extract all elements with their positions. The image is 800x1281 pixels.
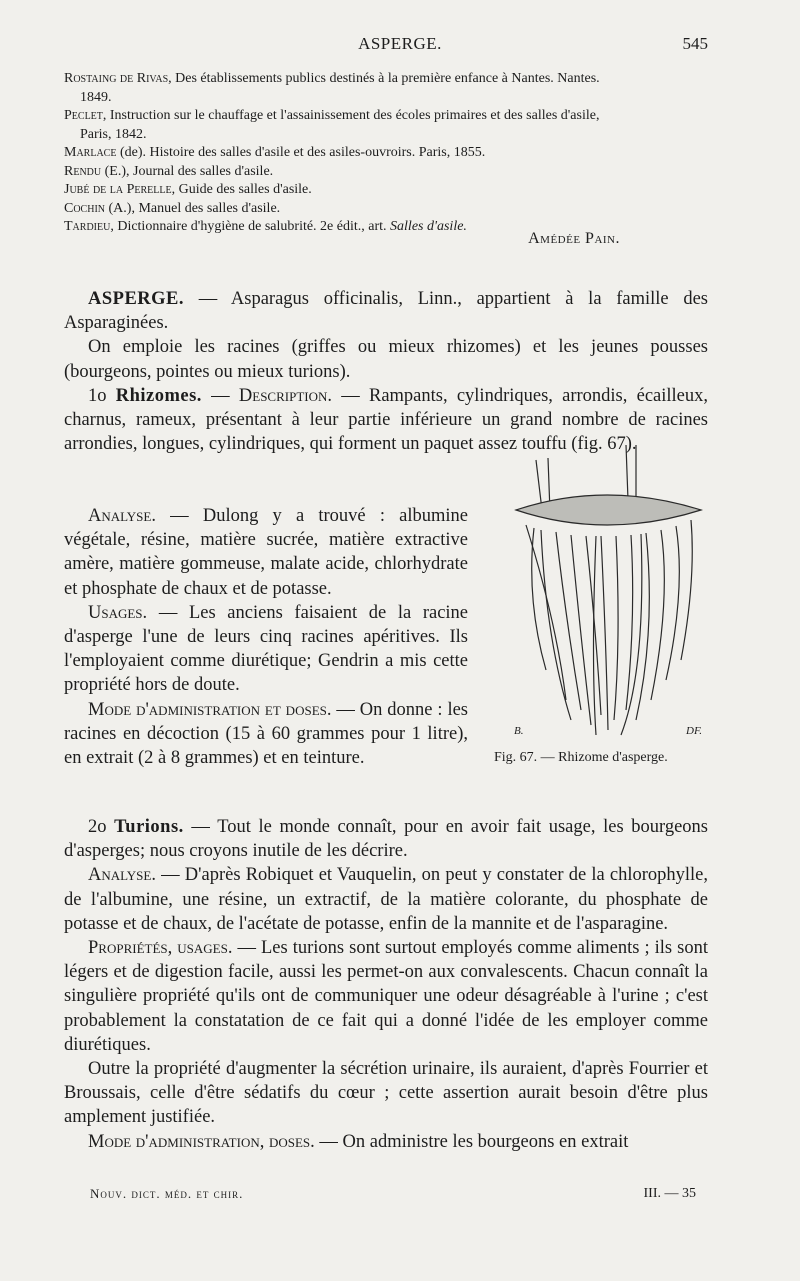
- bib-text: Dictionnaire d'hygiène de salubrité. 2e édit., art.: [113, 219, 391, 234]
- turions-text: — Tout le monde connaît, pour en avoir fait usage, les bourgeons d'asperges; nous croyons inutile de les décrire.: [64, 817, 709, 862]
- figure-caption: Fig. 67. — Rhizome d'asperge.: [494, 750, 668, 765]
- page-number: 545: [682, 34, 708, 53]
- running-header: [0, 34, 800, 58]
- narrow-column: [64, 504, 468, 770]
- article-upper: [64, 287, 708, 456]
- rhizomes-text: — Rampants, cylindriques, arrondis, écailleux, charnus, rameux, présentant à leur partie inférieure un grand nombre de racines arrondies, longues, cylindriques, qui forment un paquet assez touffu (fig. 67).: [64, 385, 708, 455]
- section-number: 2o: [88, 817, 115, 837]
- bib-cont: 1849.: [80, 89, 112, 105]
- paragraph-mode-1: [64, 698, 468, 771]
- running-title: ASPERGE.: [358, 34, 442, 53]
- headword: ASPERGE.: [88, 289, 185, 309]
- bib-entry: [64, 70, 706, 107]
- bib-entry: [64, 181, 706, 200]
- paragraph-outre: Outre la propriété d'augmenter la sécrétion urinaire, ils auraient, d'après Fourrier et Broussais, celle d'être sédatifs du cœur ; cette assertion aurait besoin d'être plus amplement justifiée.: [64, 1059, 708, 1128]
- bib-author: Rostaing de Rivas,: [64, 71, 172, 86]
- bib-author: Tardieu,: [64, 219, 114, 234]
- mode-text: — On administre les bourgeons en extrait: [314, 1131, 629, 1152]
- paragraph-analyse-1: [64, 504, 468, 601]
- bib-text: (de). Histoire des salles d'asile et des asiles-ouvroirs. Paris, 1855.: [116, 145, 486, 160]
- analyse-text: — Dulong y a trouvé : albumine végétale, résine, matière sucrée, matière extractive amère, matière gommeuse, malate acide, chlorhydrate et phosphate de chaux et de potasse.: [64, 506, 468, 599]
- paragraph-turions: [64, 815, 708, 863]
- bib-text: Guide des salles d'asile.: [175, 182, 312, 197]
- rhizome-illustration: [496, 440, 716, 740]
- proprietes-text: — Les turions sont surtout employés comme aliments ; ils sont légers et de digestion facile, aussi les permet-on aux convalescents. Chacun connaît la singulière propriété qu'ils ont de communiquer une odeur désagréable à l'urine ; c'est probablement la constatation de ce fait qui a donné l'idée de les employer comme diurétiques.: [64, 938, 708, 1055]
- bib-entry: [64, 144, 706, 163]
- label-description: — Description.: [201, 385, 333, 406]
- bib-text: (A.), Manuel des salles d'asile.: [105, 200, 281, 216]
- bib-author: Jubé de la Perelle,: [64, 182, 176, 197]
- label-analyse: Analyse.: [88, 506, 156, 526]
- section-head-rhizomes: Rhizomes.: [115, 385, 202, 406]
- bib-text: (E.), Journal des salles d'asile.: [101, 163, 274, 179]
- paragraph-mode-2: [64, 1130, 708, 1154]
- label-proprietes: Propriétés, usages.: [88, 938, 233, 959]
- bib-entry: [64, 163, 706, 182]
- bib-italic: Salles d'asile.: [390, 219, 467, 234]
- bib-text: Des établissements publics destinés à la première enfance à Nantes. Nantes.: [171, 71, 600, 86]
- analyse-text: — D'après Robiquet et Vauquelin, on peut y constater de la chlorophylle, de l'albumine, une résine, un extractif, de la matière colorante, du phosphate de potasse et de chaux, de l'acétate de potasse, enfin de la mannite et de l'asparagine.: [64, 865, 708, 934]
- bib-author: Peclet,: [64, 108, 107, 123]
- paragraph-emploi: On emploie les racines (griffes ou mieux rhizomes) et les jeunes pousses (bourgeons, pointes ou mieux turions).: [64, 337, 708, 382]
- footer-series: Nouv. dict. méd. et chir.: [90, 1186, 244, 1201]
- bib-author: Marlace: [64, 145, 117, 160]
- bib-author: Rendu: [64, 163, 102, 179]
- paragraph-analyse-2: [64, 863, 708, 936]
- article-lower: [64, 815, 708, 1154]
- label-mode: Mode d'administration et doses.: [88, 699, 332, 720]
- fig-mark-right: DF.: [686, 725, 702, 737]
- label-mode: Mode d'administration, doses.: [88, 1131, 315, 1152]
- paragraph-usages: [64, 601, 468, 698]
- bib-text: Instruction sur le chauffage et l'assainissement des écoles primaires et des salles d'asile,: [106, 108, 600, 123]
- author-signature: Amédée Pain.: [528, 230, 620, 247]
- intro-text: — Asparagus officinalis, Linn., appartient à la famille des Asparaginées.: [64, 289, 708, 334]
- article-intro: [64, 287, 708, 335]
- section-number: 1o: [88, 385, 116, 406]
- mode-text: — On donne : les racines en décoction (15 à 60 grammes pour 1 litre), en extrait (2 à 8 grammes) et en teinture.: [64, 699, 469, 769]
- paragraph-proprietes: [64, 936, 708, 1057]
- usages-text: — Les anciens faisaient de la racine d'asperge l'une de leurs cinq racines apéritives. Ils l'employaient comme diurétique; Gendrin a mis cette propriété hors de doute.: [64, 602, 468, 696]
- section-head-turions: Turions.: [114, 817, 184, 837]
- bib-entry: [64, 107, 706, 144]
- bib-author: Cochin: [64, 200, 106, 216]
- label-analyse: Analyse.: [88, 865, 156, 886]
- fig-mark-left: B.: [514, 725, 524, 737]
- footer-signature: III. — 35: [643, 1186, 696, 1201]
- bibliography: [64, 70, 706, 237]
- bib-entry: [64, 200, 706, 219]
- bib-cont: Paris, 1842.: [80, 126, 147, 142]
- label-usages: Usages.: [88, 602, 148, 623]
